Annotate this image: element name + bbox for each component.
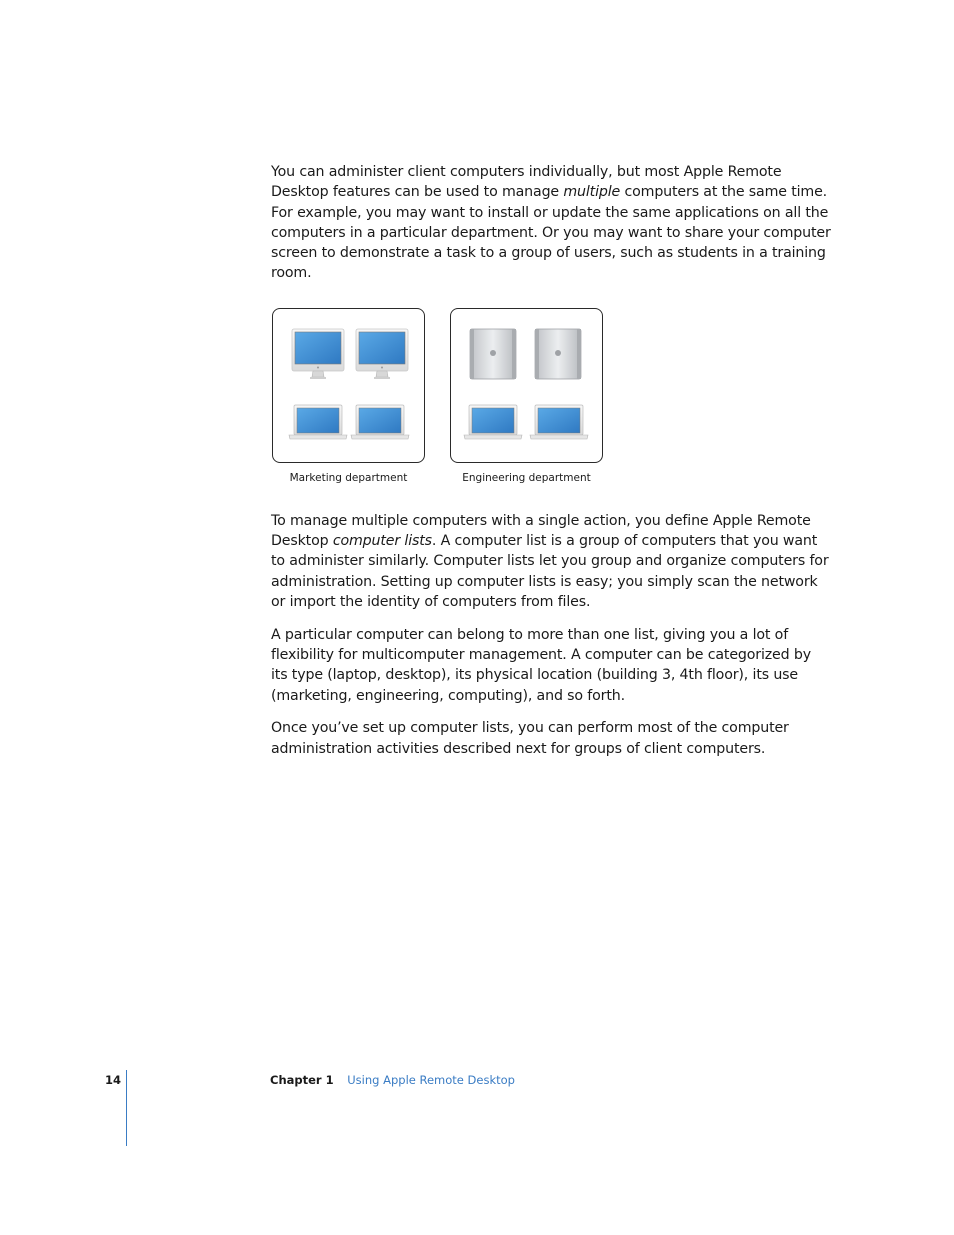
laptop-icon [463, 395, 523, 443]
paragraph-intro-emphasis: multiple [563, 184, 621, 201]
paragraph-computer-lists-emphasis: computer lists [332, 533, 432, 550]
laptop-icon [350, 395, 410, 443]
laptop-icon [529, 395, 589, 443]
page-number: 14 [105, 1073, 122, 1087]
department-figure [271, 308, 611, 493]
laptop-icon [288, 395, 348, 443]
imac-icon [354, 325, 410, 381]
paragraph-computer-lists-text-b: . A computer list is a group of computers that you want to administer similarly. Computer lists let you group and organize computers for administration. Setting up computer lists is easy; you simply scan the network or import the identity of computers from files. [271, 533, 829, 610]
paragraph-computer-lists [271, 511, 831, 612]
marketing-department-caption: Marketing department [289, 471, 408, 484]
chapter-title-link[interactable]: Using Apple Remote Desktop [347, 1073, 515, 1087]
imac-icon [290, 325, 346, 381]
paragraph-computer-lists-text-a: To manage multiple computers with a single action, you define Apple Remote Desktop [271, 512, 811, 550]
marketing-department-box [272, 308, 425, 463]
paragraph-next-steps: Once you’ve set up computer lists, you can perform most of the computer administration activities described next for groups of client computers. [271, 720, 789, 757]
chapter-label: Chapter 1 [270, 1073, 334, 1087]
tower-icon [468, 327, 522, 383]
page-content [271, 162, 831, 759]
engineering-department-group [450, 308, 603, 484]
tower-icon [533, 327, 587, 383]
footer-divider [126, 1070, 127, 1146]
paragraph-intro-text-b: computers at the same time. For example, you may want to install or update the same applications on all the computers in a particular department. Or you may want to share your computer screen to demonstrate a task to a group of users, such as students in a training room. [271, 184, 831, 282]
engineering-department-box [450, 308, 603, 463]
marketing-department-group [272, 308, 425, 484]
paragraph-intro-text-a: You can administer client computers individually, but most Apple Remote Desktop features can be used to manage [271, 164, 782, 201]
paragraph-flexibility: A particular computer can belong to more than one list, giving you a lot of flexibility for multicomputer management. A computer can be categorized by its type (laptop, desktop), its physical location (building 3, 4th floor), its use (marketing, engineering, computing), and so forth. [271, 626, 811, 704]
paragraph-intro [271, 162, 831, 284]
engineering-department-caption: Engineering department [462, 471, 591, 484]
chapter-footer [270, 1073, 515, 1087]
